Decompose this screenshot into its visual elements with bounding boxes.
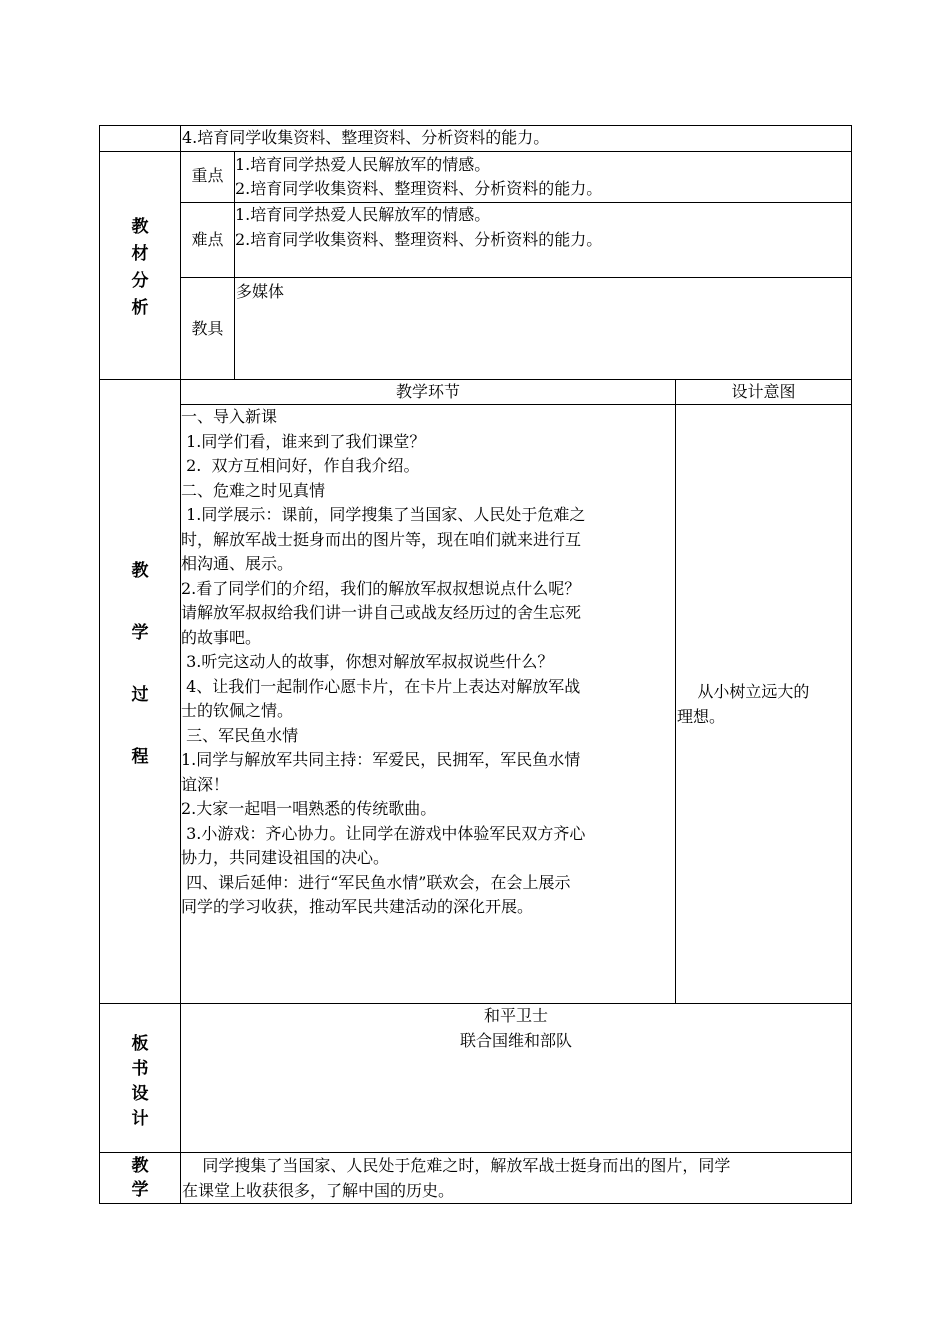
row-divider-1 bbox=[99, 151, 852, 152]
step-line: 二、危难之时见真情 bbox=[181, 480, 326, 500]
process-label: 教 学 过 程 bbox=[131, 561, 149, 767]
intent-line-1: 从小树立远大的 bbox=[677, 682, 810, 701]
step-line: 1.同学们看，谁来到了我们课堂？ bbox=[181, 431, 426, 451]
step-line: 2.大家一起唱一唱熟悉的传统歌曲。 bbox=[181, 799, 437, 818]
reflection-label: 教 学 bbox=[131, 1156, 149, 1200]
top-row-text: 4.培育同学收集资料、整理资料、分析资料的能力。 bbox=[182, 128, 550, 147]
step-line: 四、课后延伸：进行“军民鱼水情”联欢会，在会上展示 bbox=[181, 872, 571, 892]
reflection-line-2: 在课堂上收获很多，了解中国的历史。 bbox=[182, 1181, 455, 1200]
key-points-label: 重点 bbox=[191, 166, 224, 185]
steps-column-header: 教学环节 bbox=[395, 382, 460, 401]
step-line: 请解放军叔叔给我们讲一讲自己或战友经历过的舍生忘死 bbox=[181, 603, 582, 622]
step-line: 4、让我们一起制作心愿卡片，在卡片上表达对解放军战 bbox=[181, 676, 581, 696]
intent-column-divider bbox=[675, 379, 676, 1003]
intent-line-2: 理想。 bbox=[677, 707, 726, 726]
step-line: 2. 双方互相问好，作自我介绍。 bbox=[181, 456, 420, 475]
step-line: 同学的学习收获，推动军民共建活动的深化开展。 bbox=[181, 897, 534, 916]
board-title: 和平卫士 bbox=[483, 1006, 548, 1025]
step-line: 相沟通、展示。 bbox=[181, 554, 294, 573]
intent-column-header: 设计意图 bbox=[731, 382, 796, 401]
step-line: 时，解放军战士挺身而出的图片等，现在咱们就来进行互 bbox=[181, 529, 582, 549]
teaching-aids-label: 教具 bbox=[191, 319, 224, 338]
teaching-steps-list bbox=[181, 405, 675, 920]
teaching-aids-value: 多媒体 bbox=[236, 282, 285, 301]
step-line: 士的钦佩之情。 bbox=[181, 701, 294, 720]
step-line: 谊深！ bbox=[181, 774, 230, 794]
step-line: 3.听完这动人的故事，你想对解放军叔叔说些什么？ bbox=[181, 652, 554, 671]
difficult-points-label: 难点 bbox=[191, 230, 224, 249]
step-line: 2.看了同学们的介绍，我们的解放军叔叔想说点什么呢？ bbox=[181, 578, 581, 598]
board-label: 板 书 设 计 bbox=[131, 1034, 149, 1129]
key-points-line-1: 1.培育同学热爱人民解放军的情感。 bbox=[235, 155, 491, 174]
difficult-points-line-1: 1.培育同学热爱人民解放军的情感。 bbox=[235, 205, 491, 224]
row-divider-3 bbox=[180, 277, 852, 278]
step-line: 一、导入新课 bbox=[181, 407, 278, 426]
step-line: 三、军民鱼水情 bbox=[181, 725, 299, 745]
difficult-points-line-2: 2.培育同学收集资料、整理资料、分析资料的能力。 bbox=[235, 230, 603, 249]
step-line: 3.小游戏：齐心协力。让同学在游戏中体验军民双方齐心 bbox=[181, 823, 586, 843]
table-border-right bbox=[851, 125, 852, 1204]
step-line: 协力，共同建设祖国的决心。 bbox=[181, 848, 390, 867]
board-subtitle: 联合国维和部队 bbox=[459, 1031, 572, 1050]
step-line: 1.同学展示：课前，同学搜集了当国家、人民处于危难之 bbox=[181, 505, 586, 524]
row-divider-7 bbox=[99, 1152, 852, 1153]
key-points-line-2: 2.培育同学收集资料、整理资料、分析资料的能力。 bbox=[235, 179, 603, 198]
step-line: 的故事吧。 bbox=[181, 627, 262, 647]
reflection-line-1: 同学搜集了当国家、人民处于危难之时，解放军战士挺身而出的图片，同学 bbox=[182, 1156, 731, 1175]
analysis-label: 教 材 分 析 bbox=[131, 217, 149, 318]
step-line: 1.同学与解放军共同主持：军爱民，民拥军，军民鱼水情 bbox=[181, 750, 581, 769]
